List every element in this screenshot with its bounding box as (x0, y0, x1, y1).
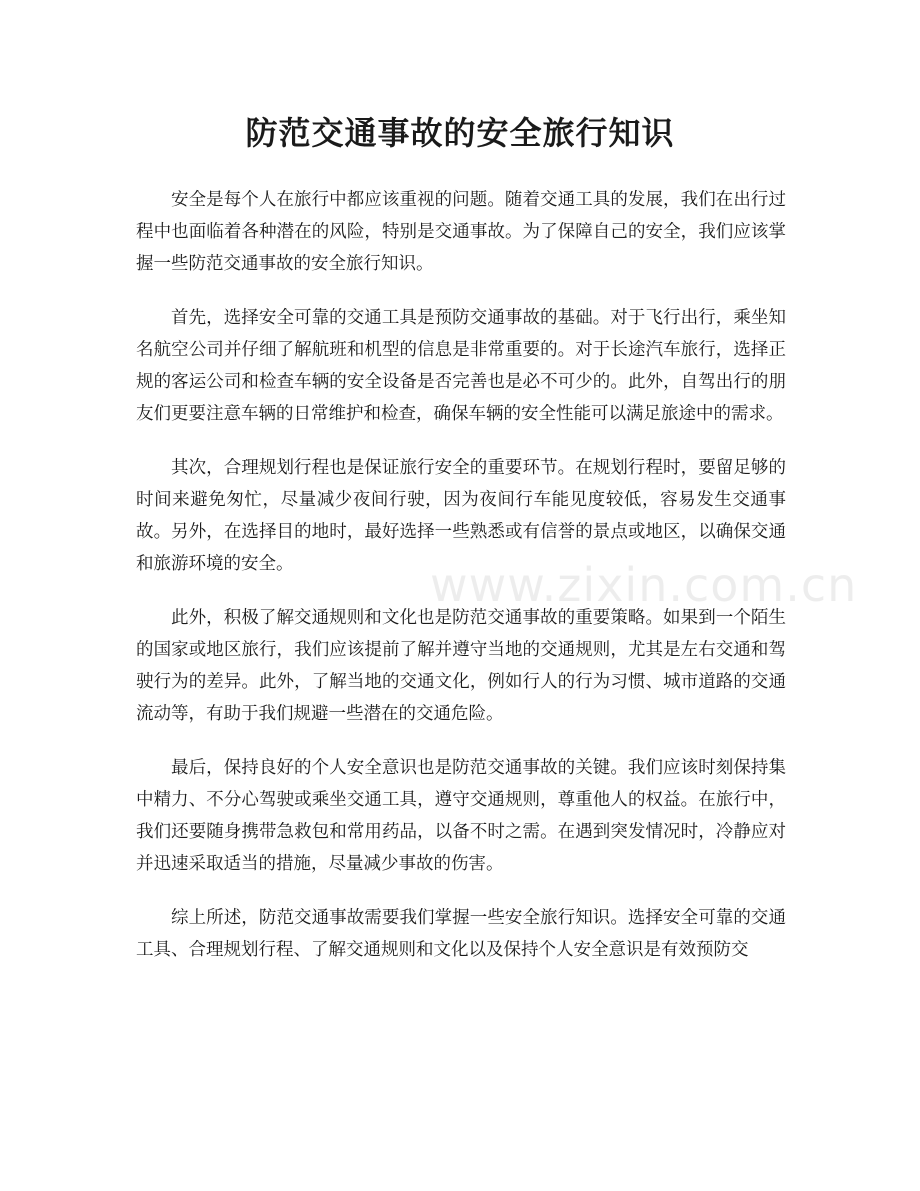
watermark: www.zixin.com.cn (430, 558, 858, 612)
paragraph-1: 安全是每个人在旅行中都应该重视的问题。随着交通工具的发展，我们在出行过程中也面临着各种潜在的风险，特别是交通事故。为了保障自己的安全，我们应该掌握一些防范交通事故的安全旅行知识。 (136, 190, 786, 274)
paragraph-6: 综上所述，防范交通事故需要我们掌握一些安全旅行知识。选择安全可靠的交通工具、合理规划行程、了解交通规则和文化以及保持个人安全意识是有效预防交 (136, 908, 786, 960)
paragraph-2: 首先，选择安全可靠的交通工具是预防交通事故的基础。对于飞行出行，乘坐知名航空公司并仔细了解航班和机型的信息是非常重要的。对于长途汽车旅行，选择正规的客运公司和检查车辆的安全设备是否完善也是必不可少的。此外，自驾出行的朋友们更要注意车辆的日常维护和检查，确保车辆的安全性能可以满足旅途中的需求。 (136, 308, 786, 424)
document-body (136, 184, 786, 988)
paragraph-5: 最后，保持良好的个人安全意识也是防范交通事故的关键。我们应该时刻保持集中精力、不分心驾驶或乘坐交通工具，遵守交通规则，尊重他人的权益。在旅行中，我们还要随身携带急救包和常用药品，以备不时之需。在遇到突发情况时，冷静应对并迅速采取适当的措施，尽量减少事故的伤害。 (136, 758, 786, 874)
document-title: 防范交通事故的安全旅行知识 (245, 114, 675, 152)
paragraph-4: 此外，积极了解交通规则和文化也是防范交通事故的重要策略。如果到一个陌生的国家或地区旅行，我们应该提前了解并遵守当地的交通规则，尤其是左右交通和驾驶行为的差异。此外，了解当地的交通文化，例如行人的行为习惯、城市道路的交通流动等，有助于我们规避一些潜在的交通危险。 (136, 608, 786, 724)
paragraph-3: 其次，合理规划行程也是保证旅行安全的重要环节。在规划行程时，要留足够的时间来避免匆忙，尽量减少夜间行驶，因为夜间行车能见度较低，容易发生交通事故。另外，在选择目的地时，最好选择一些熟悉或有信誉的景点或地区，以确保交通和旅游环境的安全。 (136, 458, 786, 574)
